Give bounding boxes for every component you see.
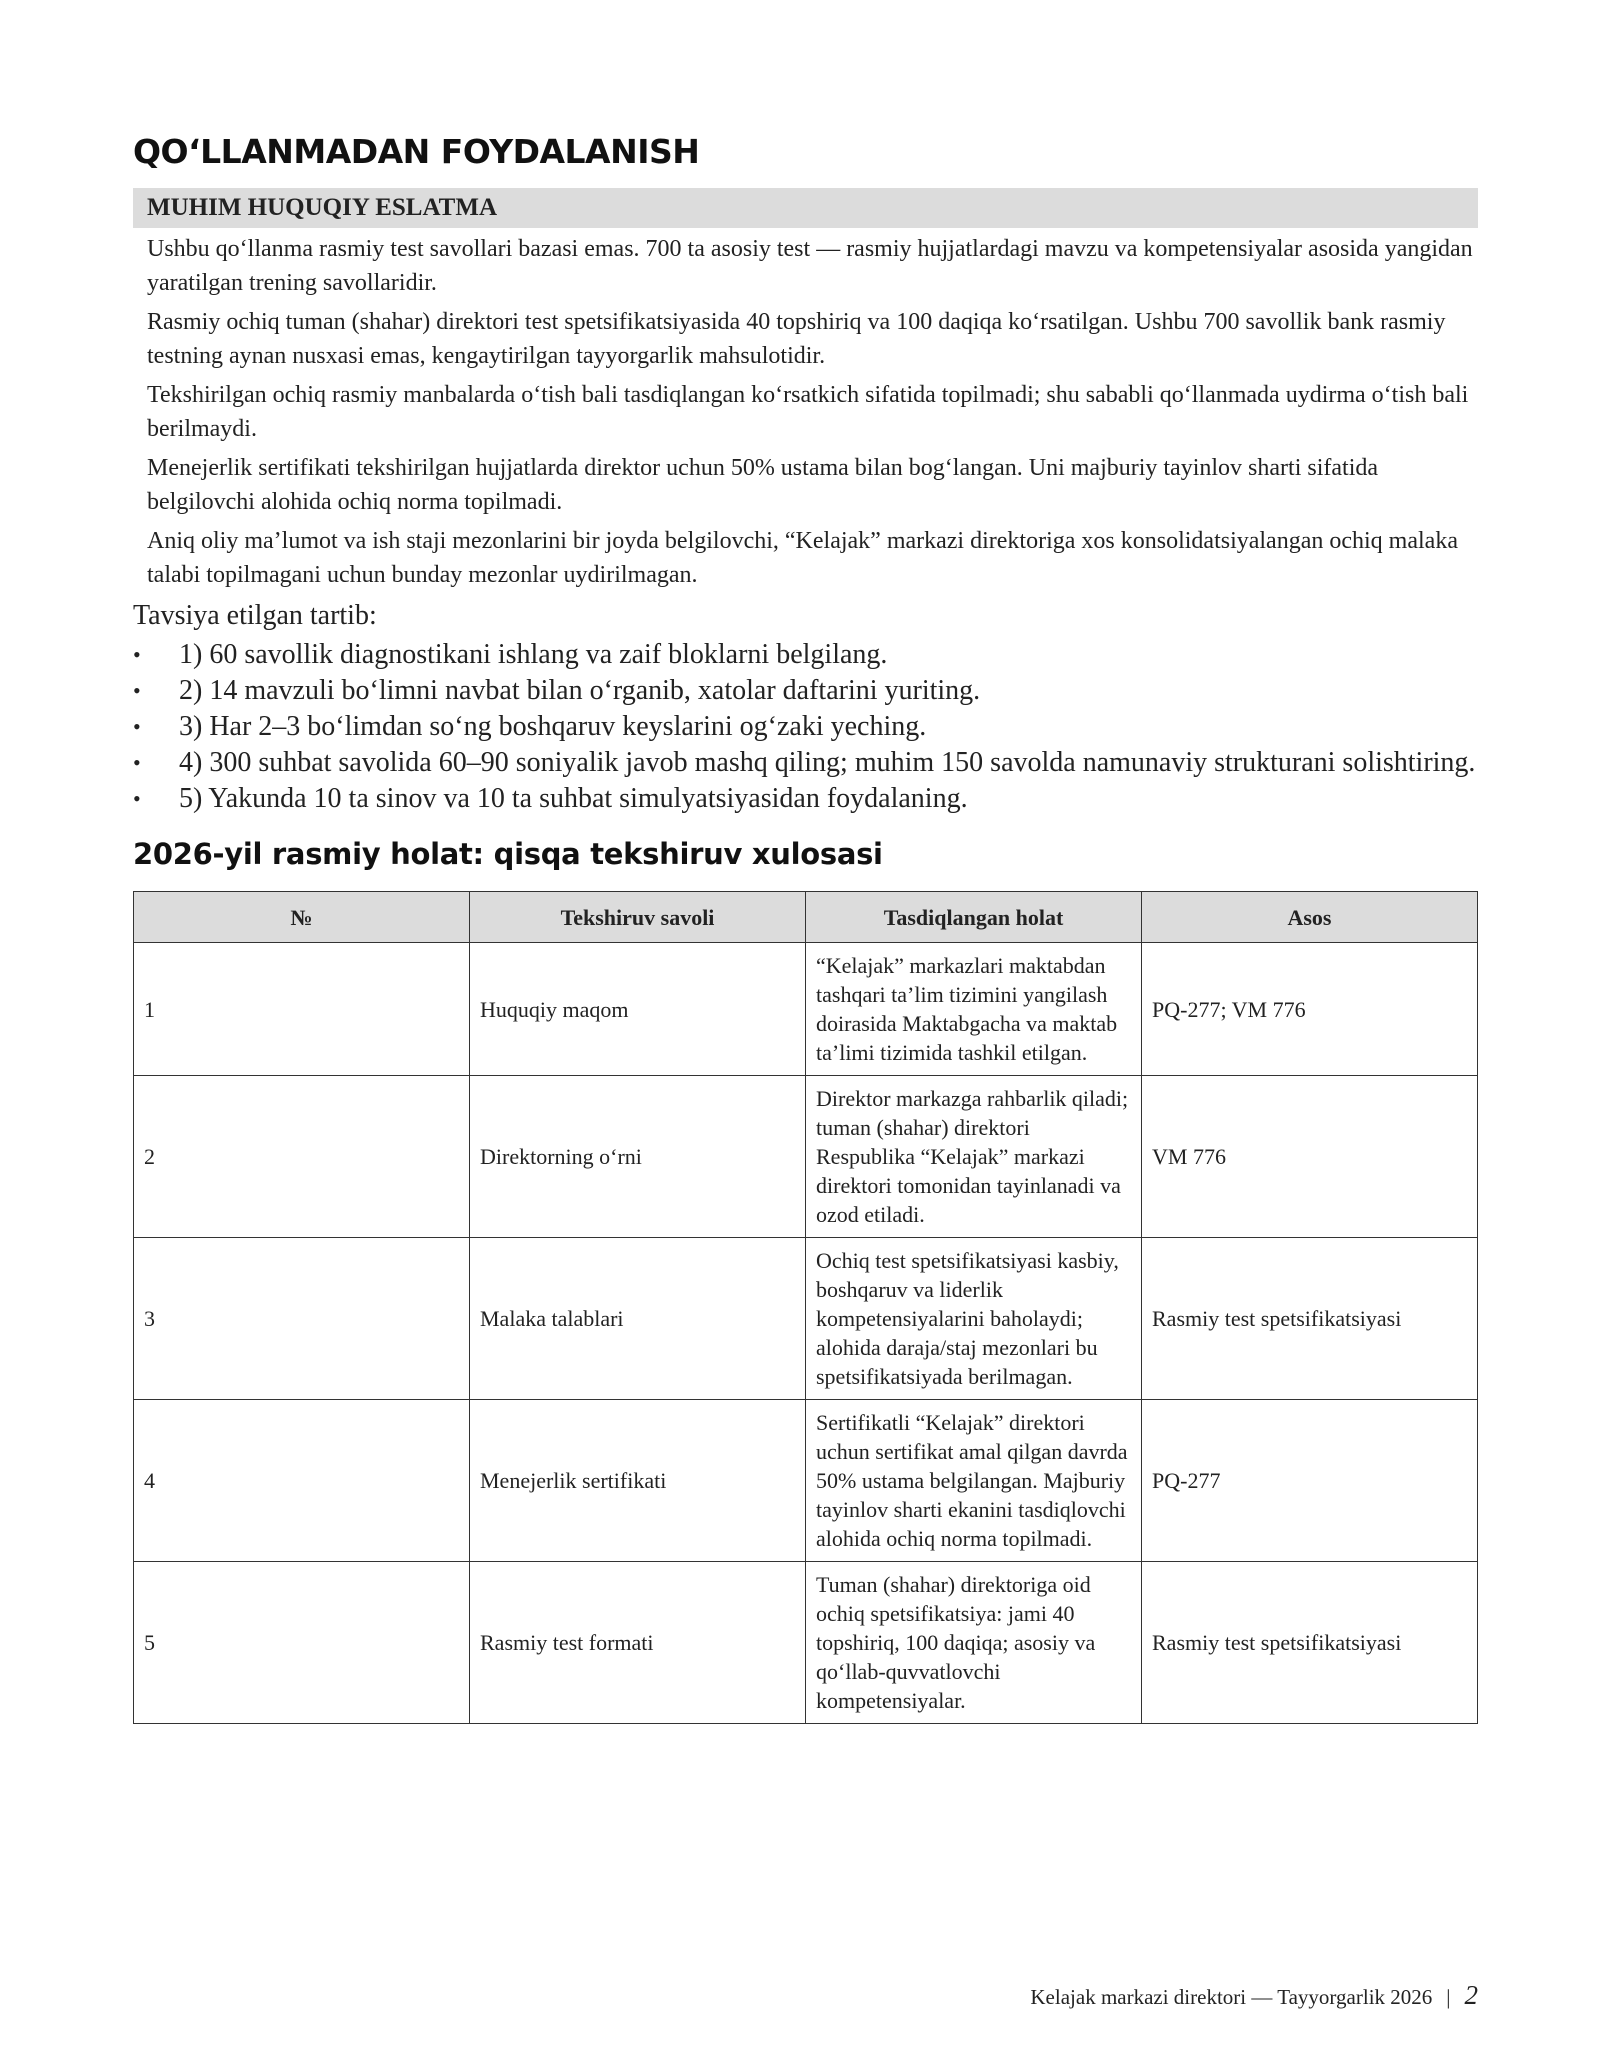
notice-paragraph: Aniq oliy ma’lumot va ish staji mezonlarini bir joyda belgilovchi, “Kelajak” markazi direktoriga xos konsolidatsiyalangan ochiq malaka talabi topilmagani uchun bunday mezonlar uydirilmagan. bbox=[147, 528, 1458, 588]
cell-number: 2 bbox=[134, 1076, 470, 1238]
footer-separator: | bbox=[1446, 1985, 1451, 2009]
list-item bbox=[133, 673, 1478, 709]
bullet-icon: • bbox=[133, 786, 141, 811]
table-row bbox=[134, 1562, 1478, 1724]
column-header-basis: Asos bbox=[1142, 892, 1478, 943]
bullet-icon: • bbox=[133, 642, 141, 667]
list-item bbox=[133, 781, 1478, 817]
notice-paragraph: Ushbu qo‘llanma rasmiy test savollari bazasi emas. 700 ta asosiy test — rasmiy hujjatlardagi mavzu va kompetensiyalar asosida yangidan yaratilgan trening savollaridir. bbox=[147, 236, 1473, 296]
summary-table bbox=[133, 891, 1478, 1724]
page-title: QO‘LLANMADAN FOYDALANISH bbox=[133, 132, 700, 171]
column-header-question: Tekshiruv savoli bbox=[470, 892, 806, 943]
list-item-text: 4) 300 suhbat savolida 60–90 soniyalik javob mashq qiling; muhim 150 savolda namunaviy strukturani solishtiring. bbox=[179, 747, 1476, 778]
list-item-text: 3) Har 2–3 bo‘limdan so‘ng boshqaruv keyslarini og‘zaki yeching. bbox=[179, 711, 927, 742]
cell-basis: Rasmiy test spetsifikatsiyasi bbox=[1142, 1238, 1478, 1400]
cell-status: Tuman (shahar) direktoriga oid ochiq spetsifikatsiya: jami 40 topshiriq, 100 daqiqa; asosiy va qo‘llab-quvvatlovchi kompetensiyalar. bbox=[806, 1562, 1142, 1724]
list-item bbox=[133, 709, 1478, 745]
cell-question: Malaka talablari bbox=[470, 1238, 806, 1400]
recommended-order-list bbox=[133, 637, 1478, 817]
cell-number: 1 bbox=[134, 943, 470, 1076]
list-item bbox=[133, 745, 1478, 781]
cell-status: Sertifikatli “Kelajak” direktori uchun sertifikat amal qilgan davrda 50% ustama belgilangan. Majburiy tayinlov sharti ekanini tasdiqlovchi alohida ochiq norma topilmadi. bbox=[806, 1400, 1142, 1562]
page-number: 2 bbox=[1464, 1980, 1478, 2010]
table-row bbox=[134, 1400, 1478, 1562]
bullet-icon: • bbox=[133, 678, 141, 703]
table-header-row bbox=[134, 892, 1478, 943]
table-row bbox=[134, 943, 1478, 1076]
cell-question: Menejerlik sertifikati bbox=[470, 1400, 806, 1562]
table-row bbox=[134, 1076, 1478, 1238]
list-item-text: 1) 60 savollik diagnostikani ishlang va zaif bloklarni belgilang. bbox=[179, 639, 888, 670]
summary-title: 2026-yil rasmiy holat: qisqa tekshiruv xulosasi bbox=[133, 837, 883, 871]
bullet-icon: • bbox=[133, 714, 141, 739]
list-item-text: 2) 14 mavzuli bo‘limni navbat bilan o‘rganib, xatolar daftarini yuriting. bbox=[179, 675, 981, 706]
notice-paragraph: Tekshirilgan ochiq rasmiy manbalarda o‘tish bali tasdiqlangan ko‘rsatkich sifatida topilmadi; shu sababli qo‘llanmada uydirma o‘tish bali berilmaydi. bbox=[147, 382, 1469, 442]
cell-question: Direktorning o‘rni bbox=[470, 1076, 806, 1238]
legal-notice-body bbox=[133, 228, 1478, 592]
cell-basis: PQ-277; VM 776 bbox=[1142, 943, 1478, 1076]
cell-status: Ochiq test spetsifikatsiyasi kasbiy, boshqaruv va liderlik kompetensiyalarini baholaydi; alohida daraja/staj mezonlari bu spetsifikatsiyada berilmagan. bbox=[806, 1238, 1142, 1400]
cell-basis: VM 776 bbox=[1142, 1076, 1478, 1238]
cell-question: Rasmiy test formati bbox=[470, 1562, 806, 1724]
footer-text: Kelajak markazi direktori — Tayyorgarlik 2026 bbox=[1030, 1985, 1433, 2009]
column-header-status: Tasdiqlangan holat bbox=[806, 892, 1142, 943]
cell-status: “Kelajak” markazlari maktabdan tashqari ta’lim tizimini yangilash doirasida Maktabgacha va maktab ta’limi tizimida tashkil etilgan. bbox=[806, 943, 1142, 1076]
page-footer bbox=[1030, 1980, 1478, 2011]
list-item-text: 5) Yakunda 10 ta sinov va 10 ta suhbat simulyatsiyasidan foydalaning. bbox=[179, 783, 968, 814]
cell-basis: Rasmiy test spetsifikatsiyasi bbox=[1142, 1562, 1478, 1724]
bullet-icon: • bbox=[133, 750, 141, 775]
cell-status: Direktor markazga rahbarlik qiladi; tuman (shahar) direktori Respublika “Kelajak” markazi direktori tomonidan tayinlanadi va ozod etiladi. bbox=[806, 1076, 1142, 1238]
cell-number: 4 bbox=[134, 1400, 470, 1562]
document-page bbox=[133, 126, 1478, 1724]
table-row bbox=[134, 1238, 1478, 1400]
cell-number: 5 bbox=[134, 1562, 470, 1724]
notice-paragraph: Rasmiy ochiq tuman (shahar) direktori test spetsifikatsiyasida 40 topshiriq va 100 daqiqa ko‘rsatilgan. Ushbu 700 savollik bank rasmiy testning aynan nusxasi emas, kengaytirilgan tayyorgarlik mahsulotidir. bbox=[147, 309, 1446, 369]
column-header-number: № bbox=[134, 892, 470, 943]
cell-number: 3 bbox=[134, 1238, 470, 1400]
cell-question: Huquqiy maqom bbox=[470, 943, 806, 1076]
legal-notice-heading: MUHIM HUQUQIY ESLATMA bbox=[133, 188, 1478, 228]
notice-paragraph: Menejerlik sertifikati tekshirilgan hujjatlarda direktor uchun 50% ustama bilan bog‘langan. Uni majburiy tayinlov sharti sifatida belgilovchi alohida ochiq norma topilmadi. bbox=[147, 455, 1379, 515]
list-item bbox=[133, 637, 1478, 673]
cell-basis: PQ-277 bbox=[1142, 1400, 1478, 1562]
recommended-order-title: Tavsiya etilgan tartib: bbox=[133, 600, 377, 631]
